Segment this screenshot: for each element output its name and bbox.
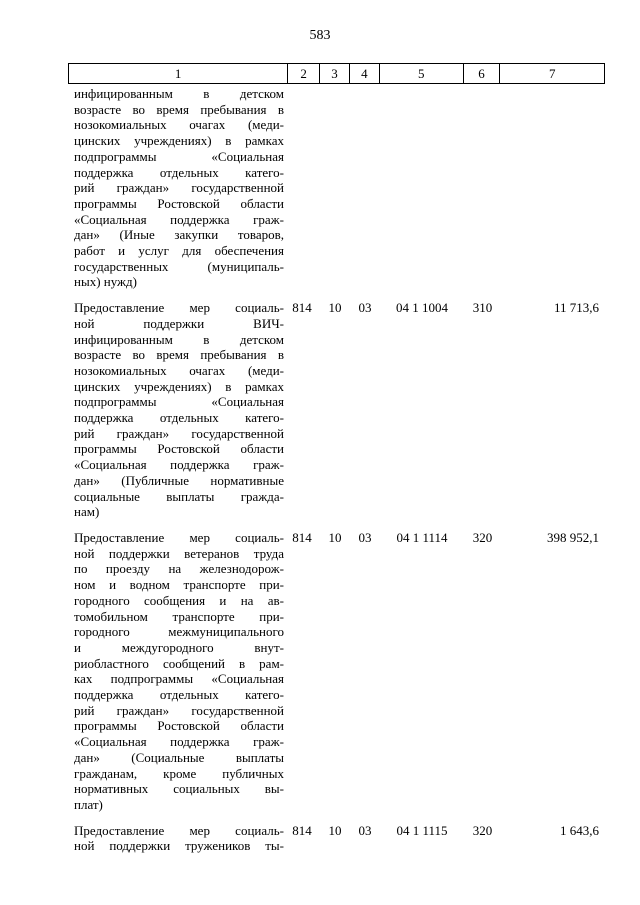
description-line: ном и водном транспорте при-: [74, 577, 284, 593]
description-line: ных) нужд): [74, 274, 137, 290]
description-line: цинских учреждениях) в рамках: [74, 133, 284, 149]
description-line: нозокомиальных очагах (меди-: [74, 117, 284, 133]
description-line: по проезду на железнодорож-: [74, 561, 284, 577]
cell-subsection: 03: [358, 822, 372, 838]
description-line: плат): [74, 796, 103, 812]
description-line: рий граждан» государственной: [74, 180, 284, 196]
page-number: 583: [309, 28, 331, 43]
cell-amount: 398 952,1: [547, 529, 599, 545]
row-description: [68, 86, 284, 290]
description-line: программы Ростовской области: [74, 718, 284, 734]
description-line: возрасте во время пребывания в: [74, 101, 284, 117]
description-line: поддержка отдельных катего-: [74, 164, 284, 180]
description-line: ной поддержки тружеников ты-: [74, 838, 284, 854]
description-line: рий граждан» государственной: [74, 425, 284, 441]
column-header-7: 7: [548, 65, 556, 81]
description-line: работ и услуг для обеспечения: [74, 243, 284, 259]
column-header-1: 1: [69, 64, 288, 83]
description-line: Предоставление мер социаль-: [74, 300, 284, 316]
cell-chapter: 814: [292, 300, 312, 316]
cell-section: 10: [328, 822, 342, 838]
row-description: [68, 530, 284, 813]
description-line: программы Ростовской области: [74, 195, 284, 211]
description-line: дан» (Публичные нормативные: [74, 472, 284, 488]
description-line: ках подпрограммы «Социальная: [74, 671, 284, 687]
cell-subsection: 03: [358, 529, 372, 545]
description-line: инфицированным в детском: [74, 86, 284, 101]
description-line: подпрограммы «Социальная: [74, 394, 284, 410]
description-line: ной поддержки ВИЧ-: [74, 315, 284, 331]
row-description: [68, 823, 284, 854]
description-line: городного сообщения и на ав-: [74, 592, 284, 608]
description-line: «Социальная поддержка граж-: [74, 211, 284, 227]
cell-chapter: 814: [292, 529, 312, 545]
cell-expense-type: 320: [472, 529, 493, 545]
table-row: [68, 823, 605, 854]
description-line: нам): [74, 504, 100, 520]
cell-subsection: 03: [358, 300, 372, 316]
table-row: [68, 300, 605, 520]
description-line: поддержка отдельных катего-: [74, 410, 284, 426]
table-row: [68, 86, 605, 290]
description-line: социальные выплаты гражда-: [74, 488, 284, 504]
cell-chapter: 814: [292, 822, 312, 838]
cell-amount: 1 643,6: [560, 822, 599, 838]
cell-target-article: 04 1 1114: [396, 529, 448, 545]
cell-section: 10: [328, 300, 342, 316]
cell-expense-type: 310: [472, 300, 493, 316]
table-body: [68, 86, 605, 854]
cell-target-article: 04 1 1004: [396, 300, 448, 316]
description-line: гражданам, кроме публичных: [74, 765, 284, 781]
column-header-3: 3: [320, 64, 350, 83]
description-line: программы Ростовской области: [74, 441, 284, 457]
column-header-6: 6: [464, 64, 501, 83]
cell-section: 10: [328, 529, 342, 545]
description-line: томобильном транспорте при-: [74, 608, 284, 624]
description-line: «Социальная поддержка граж-: [74, 734, 284, 750]
description-line: поддержка отдельных катего-: [74, 687, 284, 703]
description-line: подпрограммы «Социальная: [74, 148, 284, 164]
description-line: риобластного сообщений в рам-: [74, 655, 284, 671]
description-line: «Социальная поддержка граж-: [74, 457, 284, 473]
description-line: инфицированным в детском: [74, 331, 284, 347]
description-line: рий граждан» государственной: [74, 702, 284, 718]
cell-expense-type: 320: [472, 822, 493, 838]
description-line: государственных (муниципаль-: [74, 258, 284, 274]
column-header-5: 5: [380, 64, 464, 83]
description-line: нормативных социальных вы-: [74, 781, 284, 797]
table-header: [68, 63, 605, 84]
description-line: и междугородного внут-: [74, 639, 284, 655]
cell-amount: 11 713,6: [553, 300, 599, 316]
description-line: дан» (Социальные выплаты: [74, 749, 284, 765]
column-header-2: 2: [288, 64, 320, 83]
table-row: [68, 530, 605, 813]
description-line: Предоставление мер социаль-: [74, 529, 284, 545]
description-line: ной поддержки ветеранов труда: [74, 545, 284, 561]
description-line: городного межмуниципального: [74, 624, 284, 640]
column-header-4: 4: [350, 64, 380, 83]
description-line: Предоставление мер социаль-: [74, 822, 284, 838]
description-line: цинских учреждениях) в рамках: [74, 378, 284, 394]
row-description: [68, 300, 284, 520]
description-line: дан» (Иные закупки товаров,: [74, 227, 284, 243]
cell-target-article: 04 1 1115: [396, 822, 448, 838]
description-line: возрасте во время пребывания в: [74, 347, 284, 363]
description-line: нозокомиальных очагах (меди-: [74, 362, 284, 378]
